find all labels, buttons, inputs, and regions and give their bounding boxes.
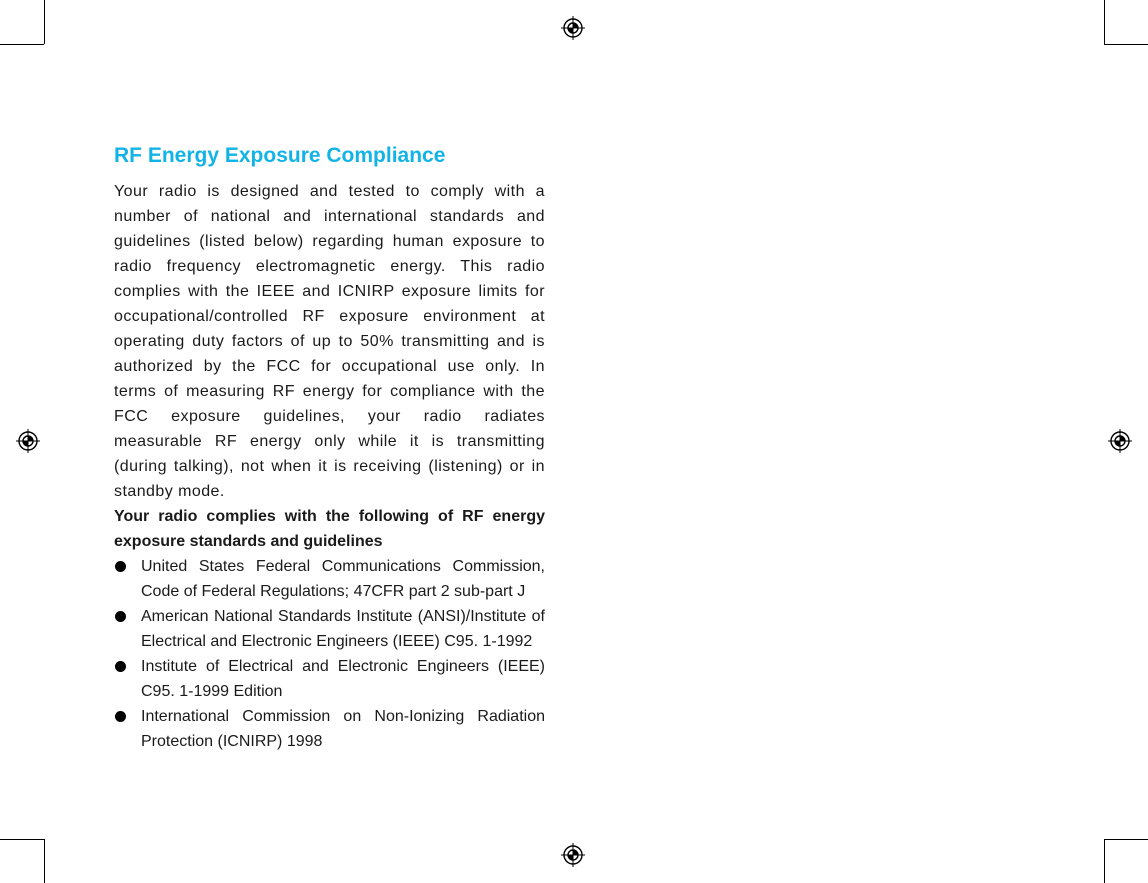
registration-mark-icon [560,15,586,41]
list-item [114,554,545,604]
crop-mark-bottom-right-h [1104,839,1148,840]
rf-compliance-section [114,143,545,754]
standard-text: United States Federal Communications Commission, Code of Federal Regulations; 47CFR part 2 sub-part J [141,558,545,600]
bullet-icon [115,561,126,572]
list-item [114,604,545,654]
registration-mark-icon [15,428,41,454]
bullet-icon [115,611,126,622]
bullet-icon [115,711,126,722]
standard-text: American National Standards Institute (ANSI)/Institute of Electrical and Electronic Engineers (IEEE) C95. 1-1992 [141,608,545,650]
crop-mark-top-left-v [44,0,45,44]
bullet-icon [115,661,126,672]
list-item [114,704,545,754]
crop-mark-bottom-left-v [44,839,45,883]
standard-text: International Commission on Non-Ionizing Radiation Protection (ICNIRP) 1998 [141,708,545,750]
standard-text: Institute of Electrical and Electronic Engineers (IEEE) C95. 1-1999 Edition [141,658,545,700]
crop-mark-bottom-right-v [1104,839,1105,883]
section-title: RF Energy Exposure Compliance [114,144,446,167]
intro-paragraph: Your radio is designed and tested to comply with a number of national and international standards and guidelines (listed below) regarding human exposure to radio frequency electromagnetic energy. This radio complies with the IEEE and ICNIRP exposure limits for occupational/controlled RF exposure environment at operating duty factors of up to 50% transmitting and is authorized by the FCC for occupational use only. In terms of measuring RF energy for compliance with the FCC exposure guidelines, your radio radiates measurable RF energy only while it is transmitting (during talking), not when it is receiving (listening) or in standby mode. [114,183,545,500]
crop-mark-top-right-h [1104,44,1148,45]
standards-subheading: Your radio complies with the following of RF energy exposure standards and guidelines [114,508,545,550]
list-item [114,654,545,704]
crop-mark-bottom-left-h [0,839,44,840]
standards-list [114,554,545,754]
registration-mark-icon [1107,428,1133,454]
crop-mark-top-right-v [1104,0,1105,44]
registration-mark-icon [560,842,586,868]
crop-mark-top-left-h [0,44,44,45]
